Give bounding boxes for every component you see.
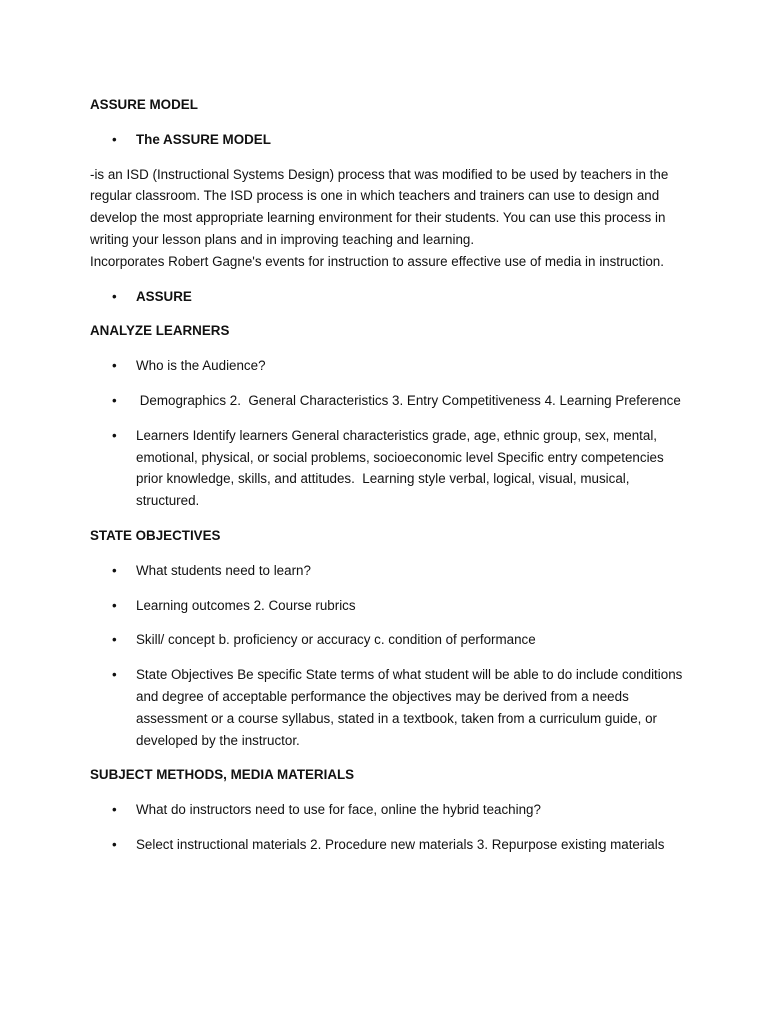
assure-bullet-list: [90, 286, 690, 308]
assure-bullet-text: ASSURE: [136, 288, 192, 304]
list-item: [90, 560, 690, 582]
list-item: [90, 595, 690, 617]
intro-paragraph-1: -is an ISD (Instructional Systems Design) process that was modified to be used by teachers in the regular classroom. The ISD process is one in which teachers and trainers can use to design and develop the most appropriate learning environment for their students. You can use this process in writing your lesson plans and in improving teaching and learning.: [90, 166, 673, 247]
state-objectives-list: [90, 560, 690, 752]
analyze-learners-list: [90, 355, 690, 512]
bullet-icon: •: [112, 562, 117, 578]
list-item-text: Learners Identify learners General characteristics grade, age, ethnic group, sex, mental, emotional, physical, or social problems, socioeconomic level Specific entry competencies prior knowledge, skills, and attitudes. Learning style verbal, logical, visual, musical, structured.: [136, 427, 668, 509]
list-item: [90, 834, 690, 856]
document-title: ASSURE MODEL: [90, 97, 198, 112]
list-item: [90, 425, 690, 512]
list-item-text: Demographics 2. General Characteristics 3. Entry Competitiveness 4. Learning Preference: [136, 392, 681, 408]
document-page: [90, 94, 690, 869]
list-item: [90, 286, 690, 308]
list-item-text: Who is the Audience?: [136, 358, 266, 374]
list-item-text: What do instructors need to use for face, online the hybrid teaching?: [136, 802, 541, 818]
list-item-text: Skill/ concept b. proficiency or accuracy c. condition of performance: [136, 632, 536, 648]
list-item: [90, 799, 690, 821]
list-item: [90, 129, 690, 151]
bullet-icon: •: [112, 802, 117, 818]
list-item-text: Learning outcomes 2. Course rubrics: [136, 597, 356, 613]
list-item: [90, 390, 690, 412]
bullet-icon: •: [112, 632, 117, 648]
list-item-text: Select instructional materials 2. Procedure new materials 3. Repurpose existing materials: [136, 836, 665, 852]
list-item: [90, 629, 690, 651]
intro-bullet-text: The ASSURE MODEL: [136, 131, 271, 147]
bullet-icon: •: [112, 392, 117, 408]
list-item: [90, 664, 690, 751]
section-heading-state-objectives: STATE OBJECTIVES: [90, 527, 221, 543]
bullet-icon: •: [112, 358, 117, 374]
bullet-icon: •: [112, 597, 117, 613]
section-heading-analyze-learners: ANALYZE LEARNERS: [90, 323, 230, 339]
intro-paragraph-2: Incorporates Robert Gagne's events for instruction to assure effective use of media in instruction.: [90, 253, 664, 269]
intro-paragraph: [90, 164, 690, 273]
section-heading-subject-methods: SUBJECT METHODS, MEDIA MATERIALS: [90, 767, 355, 783]
intro-bullet-list: [90, 129, 690, 151]
bullet-icon: •: [112, 667, 117, 683]
subject-methods-list: [90, 799, 690, 856]
bullet-icon: •: [112, 836, 117, 852]
bullet-icon: •: [112, 288, 117, 304]
list-item-text: What students need to learn?: [136, 562, 311, 578]
list-item: [90, 355, 690, 377]
bullet-icon: •: [112, 427, 117, 443]
bullet-icon: •: [112, 131, 117, 147]
list-item-text: State Objectives Be specific State terms of what student will be able to do include conditions and degree of acceptable performance the objectives may be derived from a needs assessment or a course syllabus, stated in a textbook, taken from a curriculum guide, or developed by the instructor.: [136, 667, 683, 748]
